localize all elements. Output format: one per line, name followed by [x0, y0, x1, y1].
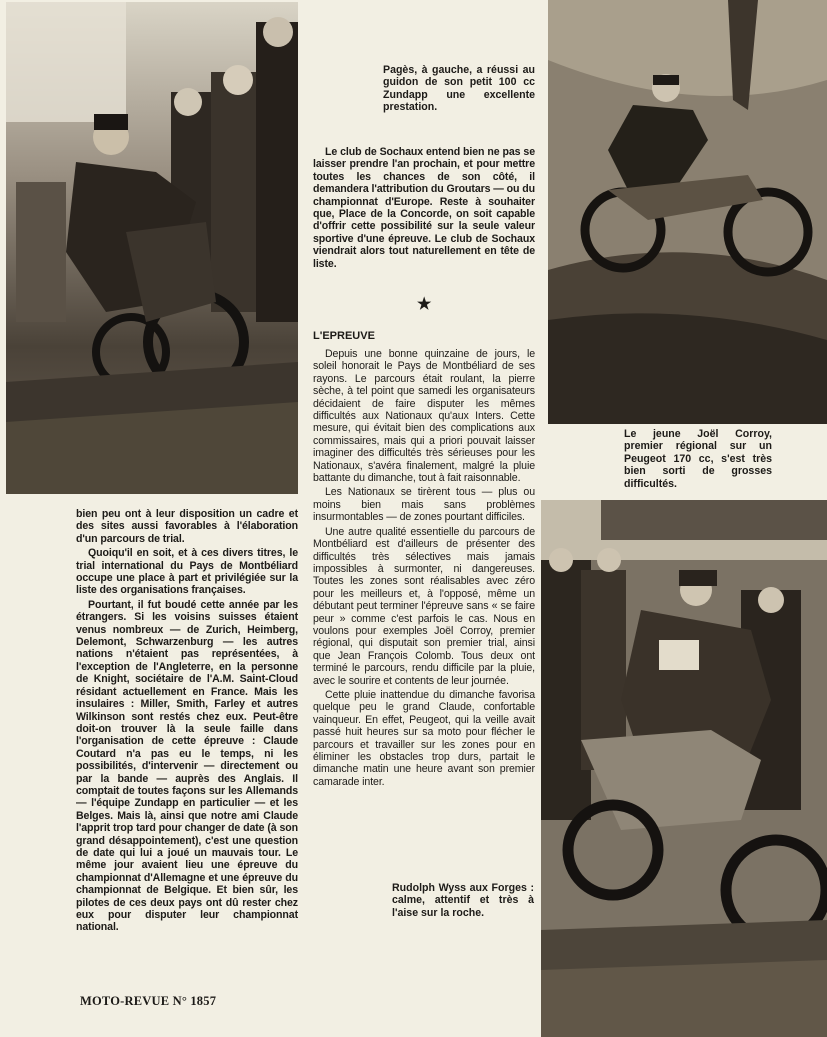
- caption-pages: Pagès, à gauche, a réussi au guidon de son petit 100 cc Zundapp une excellente prestation.: [383, 64, 535, 114]
- article-middle-column: [313, 348, 535, 790]
- left-paragraph: Pourtant, il fut boudé cette année par les étrangers. Si les voisins suisses étaient venus nombreux — de Zurich, Heimberg, Delemont, Schwarzenburg — les autres nations n'étaient pas représentées, à l'exception de l'Angleterre, en la personne de Knight, sociétaire de l'A.M. Saint-Cloud résidant actuellement en France. Mais les insulaires : Miller, Smith, Farley et autres Wilkinson sont restés chez eux. Peut-être doit-on trouver là la seule faille dans l'organisation de cette épreuve : Claude Coutard n'a pas eu le temps, ni les possibilités, d'intervenir — directement ou par la bande — auprès des Anglais. Il comptait de toutes façons sur les Allemands — l'équipe Zundapp en particulier — et les Belges. Mais là, ainsi que notre ami Claude l'apprit trop tard pour changer de date (à son grand désappointement), c'est une question de date qui lui a joué un mauvais tour. Le même jour avaient lieu une épreuve du championnat d'Allemagne et une épreuve du championnat de Belgique. Et bien sûr, les pilotes de ces deux pays ont dû rester chez eux pour disputer leur championnat national.: [76, 598, 298, 934]
- article-left-column: [76, 508, 298, 936]
- photo-rudolph-wyss: [541, 500, 827, 1037]
- caption-corroy: Le jeune Joël Corroy, premier régional sur un Peugeot 170 cc, s'est très bien sorti de grosses difficultés.: [624, 428, 772, 490]
- magazine-name: MOTO-REVUE: [80, 994, 170, 1008]
- middle-paragraph: Depuis une bonne quinzaine de jours, le soleil honorait le Pays de Montbéliard de ses rayons. Le parcours était roulant, la pierre sèche, à tel point que samedi les organisateurs décidaient de faire disputer les mêmes difficultés aux Nationaux qu'aux Inters. Cette mesure, qui évitait bien des complications aux commissaires, mais qui a priori pouvait laisser imaginer des difficultés très sérieuses pour les Nationaux, s'avéra finalement, malgré la pluie battante du dimanche, tout à fait raisonnable.: [313, 348, 535, 485]
- photo-rider-jump: [548, 0, 827, 424]
- left-paragraph: Quoiqu'il en soit, et à ces divers titres, le trial international du Pays de Montbéliard occupe une place à part et privilégiée sur la liste des organisations françaises.: [76, 547, 298, 597]
- article-intro: [313, 146, 535, 272]
- issue-number: N° 1857: [172, 994, 217, 1008]
- photo-pages-rider: [6, 2, 298, 494]
- section-separator: ★: [417, 296, 432, 313]
- page-footer: [80, 994, 216, 1009]
- intro-paragraph: Le club de Sochaux entend bien ne pas se laisser prendre l'an prochain, et pour mettre toutes les chances de son côté, il demandera l'attribution du Groutars — ou du championnat d'Europe. Reste à souhaiter que, Place de la Concorde, on soit capable d'offrir cette possibilité sur la seule valeur sportive d'une épreuve. Le club de Sochaux viendrait alors tout naturellement en tête de liste.: [313, 146, 535, 270]
- middle-paragraph: Une autre qualité essentielle du parcours de Montbéliard est d'ailleurs de présenter des difficultés très sélectives mais jamais impossibles à surmonter, ni dangereuses. Toutes les zones sont réalisables avec zéro pour les meilleurs et, à l'opposé, même un débutant peut terminer l'épreuve sans « se faire peur » comme c'est parfois le cas. Nous en voulons pour exemples Joël Corroy, premier régional, qui disputait son premier trial, ainsi que Jean François Colomb. Tous deux ont terminé le parcours, rendu difficile par la pluie, avec le sourire et contents de leur journée.: [313, 525, 535, 687]
- left-paragraph: bien peu ont à leur disposition un cadre et des sites aussi favorables à l'élaboration d'un parcours de trial.: [76, 508, 298, 545]
- middle-paragraph: Les Nationaux se tirèrent tous — plus ou moins bien mais sans problèmes insurmontables — de zones pourtant difficiles.: [313, 486, 535, 524]
- middle-paragraph: Cette pluie inattendue du dimanche favorisa quelque peu le grand Claude, confortable vainqueur. En effet, Peugeot, qui la veille avait passé huit heures sur sa moto pour flécher le parcours et travailler sur les zones pour en éliminer les obstacles trop durs, partait le dimanche matin une heure avant son premier camarade inter.: [313, 688, 535, 788]
- caption-wyss: Rudolph Wyss aux Forges : calme, attentif et très à l'aise sur la roche.: [392, 882, 534, 919]
- section-heading: L'EPREUVE: [313, 330, 375, 342]
